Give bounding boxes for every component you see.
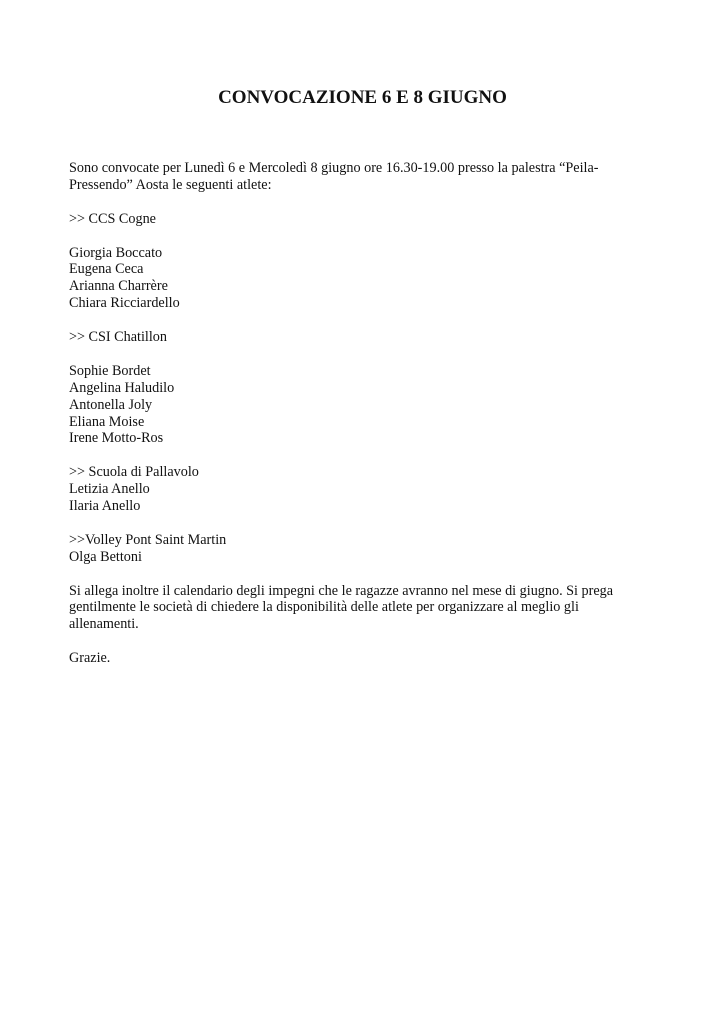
group-volley-pont-saint-martin: [69, 532, 659, 566]
athlete-name: Olga Bettoni: [69, 548, 142, 565]
group-heading-scuola-di-pallavolo: >> Scuola di Pallavolo: [69, 464, 199, 481]
intro-line: Pressendo” Aosta le seguenti atlete:: [69, 176, 272, 193]
athlete-name: Antonella Joly: [69, 396, 153, 413]
signoff: Grazie.: [69, 650, 111, 667]
athlete-name: Letizia Anello: [69, 481, 150, 498]
group-heading-ccs-cogne: >> CCS Cogne: [69, 210, 156, 227]
group-scuola-di-pallavolo: [69, 464, 659, 515]
intro-paragraph: [69, 160, 659, 194]
group-heading-volley-pont-saint-martin: >>Volley Pont Saint Martin: [69, 531, 227, 548]
document-body: [69, 160, 659, 684]
intro-line: Sono convocate per Lunedì 6 e Mercoledì 8 giugno ore 16.30-19.00 presso la palestra “Peila-: [69, 160, 599, 176]
group-heading-csi-chatillon: >> CSI Chatillon: [69, 329, 167, 346]
athlete-list-ccs-cogne: [69, 245, 659, 313]
athlete-name: Irene Motto-Ros: [69, 430, 164, 447]
closing-line: gentilmente le società di chiedere la disponibilità delle atlete per organizzare al meglio gli: [69, 599, 579, 616]
athlete-name: Ilaria Anello: [69, 498, 141, 515]
closing-line: Si allega inoltre il calendario degli impegni che le ragazze avranno nel mese di giugno. Si prega: [69, 582, 614, 599]
athlete-name: Eliana Moise: [69, 413, 145, 430]
closing-line: allenamenti.: [69, 616, 139, 633]
athlete-name: Eugena Ceca: [69, 261, 144, 278]
athlete-name: Sophie Bordet: [69, 362, 151, 379]
athlete-name: Angelina Haludilo: [69, 379, 175, 396]
document-title: CONVOCAZIONE 6 E 8 GIUGNO: [218, 87, 507, 108]
closing-paragraph: [69, 583, 659, 634]
athlete-name: Giorgia Boccato: [69, 244, 163, 261]
athlete-name: Chiara Ricciardello: [69, 295, 180, 312]
athlete-name: Arianna Charrère: [69, 278, 168, 295]
athlete-list-csi-chatillon: [69, 363, 659, 448]
